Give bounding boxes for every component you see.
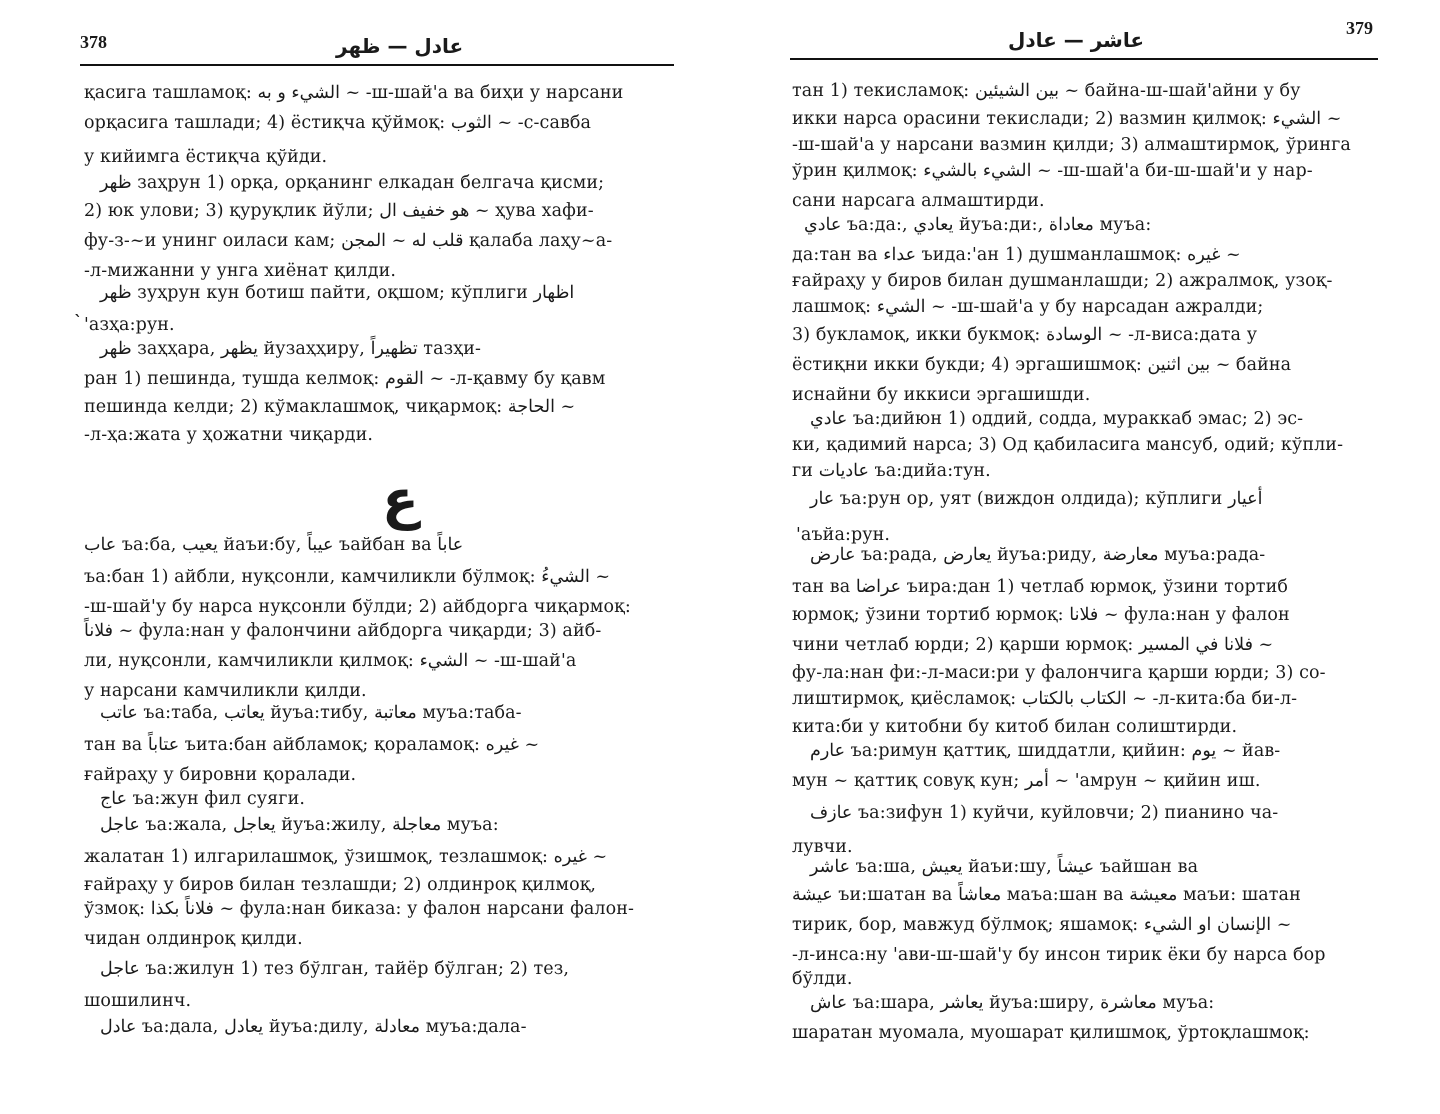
text-line: тан 1) текисламоқ: بين الشيئين ~ байна-ш-шай'айни у бу [792,81,1301,101]
running-head: عاشر — عادل [1008,28,1144,52]
text-line: ғайраҳу у биров билан душманлашди; 2) ажралмоқ, узоқ- [792,271,1333,291]
text-line: ўрин қилмоқ: الشيء بالشيء ~ -ш-шай'а би-ш-шай'и у нар- [792,161,1313,181]
text-line: عاتب ъа:таба, يعاتب йуъа:тибу, معاتبة муъа:таба- [100,703,522,723]
text-line: лашмоқ: الشيء ~ -ш-шай'а у бу нарсадан ажралди; [792,297,1264,317]
text-line: عاجل ъа:жала, يعاجل йуъа:жилу, معاجلة муъа: [100,815,499,835]
text-line: عاشر ъа:ша, يعيش йаъи:шу, عيشاً ъайшан ва [810,857,1199,877]
text-line: чидан олдинроқ қилди. [84,929,303,949]
text-line: عازف ъа:зифун 1) куйчи, куйловчи; 2) пианино ча- [810,803,1279,823]
text-line: ёстиқни икки букди; 4) эргашишмоқ: بين اثنين ~ байна [792,355,1292,375]
text-line: عاجل ъа:жилун 1) тез бўлган, тайёр бўлган; 2) тез, [100,959,570,979]
text-line: ғайраҳу у биров билан тезлашди; 2) олдинроқ қилмоқ, [84,875,597,895]
text-line: عادي ъа:дийюн 1) оддий, содда, мураккаб эмас; 2) эс- [810,409,1304,429]
text-line: сани нарсага алмаштирди. [792,191,1045,211]
text-line: 3) букламоқ, икки букмоқ: الوسادة ~ -л-виса:дата у [792,325,1258,345]
text-line: عارم ъа:римун қаттиқ, шиддатли, қийин: يوم ~ йав- [810,741,1281,761]
text-line: орқасига ташлади; 4) ёстиқча қўймоқ: الثوب ~ -с-савба [84,113,592,133]
text-line: -ш-шай'а у нарсани вазмин қилди; 3) алмаштирмоқ, ўринга [792,135,1351,155]
text-line: عادي ъа:да:, يعادي йуъа:ди:, معاداة муъа: [804,215,1152,235]
text-line: да:тан ва عداء ъида:'ан 1) душманлашмоқ: غيره ~ [792,245,1241,265]
page-number: 379 [1346,18,1373,38]
text-line: икки нарса орасини текислади; 2) вазмин қилмоқ: الشيء ~ [792,109,1342,129]
text-line: ки, қадимий нарса; 3) Од қабиласига мансуб, одий; кўпли- [792,435,1344,455]
text-line: ран 1) пешинда, тушда келмоқ: القوم ~ -л-қавму бу қавм [84,369,606,389]
right-page [720,0,1440,1114]
text-line: -л-мижанни у унга хиёнат қилди. [84,261,397,281]
text-line: عاج ъа:жун фил суяги. [100,789,305,809]
text-line: ўзмоқ: فلاناً بكذا ~ фула:нан биказа: у фалон нарсани фалон- [84,899,635,919]
text-line: ъа:бан 1) айбли, нуқсонли, камчиликли бўлмоқ: الشيءُ ~ [84,567,611,587]
text-line: лиштирмоқ, қиёсламоқ: الكتاب بالكتاب ~ -л-кита:ба би-л- [792,689,1298,709]
text-line: лувчи. [792,837,853,857]
text-line: у кийимга ёстиқча қўйди. [84,147,328,167]
text-line: фу-з-~и унинг оиласи кам; قلب له ~ المجن қалаба лаҳу~а- [84,231,613,251]
text-line: عادل ъа:дала, يعادل йуъа:дилу, معادلة муъа:дала- [100,1017,527,1037]
text-line: тан ва عراضا ъира:дан 1) четлаб юрмоқ, ўзини тортиб [792,577,1288,597]
text-line: чини четлаб юрди; 2) қарши юрмоқ: فلانا في المسير ~ [792,635,1274,655]
section-letter: ع [382,468,419,531]
text-line: ги عاديات ъа:дийа:тун. [792,461,991,481]
text-line: ظهر заҳрун 1) орқа, орқанинг елкадан белгача қисми; [100,173,605,193]
text-line: тирик, бор, мавжуд бўлмоқ; яшамоқ: الإنسان او الشيء ~ [792,915,1292,935]
text-line: 'азҳа:рун. [84,315,175,335]
running-head: عادل — ظهر [336,34,464,58]
text-line: عيشة ъи:шатан ва معاشاً маъа:шан ва معيشة маъи: шатан [792,885,1301,905]
text-line: عاب ъа:ба, يعيب йаъи:бу, عيباً ъайбан ва عاباً [84,535,464,555]
text-line: шаратан муомала, муошарат қилишмоқ, ўртоқлашмоқ: [792,1023,1310,1043]
text-line: 'аъйа:рун. [796,525,891,545]
text-line: ғайраҳу у бировни қоралади. [84,765,357,785]
text-line: қасига ташламоқ: الشيء و به ~ -ш-шай'а ва биҳи у нарсани [84,83,624,103]
text-line: тан ва عتاباً ъита:бан айбламоқ; қораламоқ: غيره ~ [84,735,540,755]
text-line: -л-инса:ну 'ави-ш-шай'у бу инсон тирик ёки бу нарса бор [792,945,1326,965]
text-line: иснайни бу иккиси эргашишди. [792,385,1091,405]
header-rule [80,64,674,66]
text-line: бўлди. [792,969,853,989]
text-line: عاش ъа:шара, يعاشر йуъа:ширу, معاشرة муъа: [810,993,1215,1013]
page-number: 378 [80,32,107,52]
text-line: فلاناً ~ фула:нан у фалончини айбдорга чиқарди; 3) айб- [84,621,602,641]
text-line: عار ъа:рун ор, уят (виждон олдида); кўплиги أعيار [810,489,1263,509]
text-line: ли, нуқсонли, камчиликли қилмоқ: الشيء ~ -ш-шай'а [84,651,577,671]
text-line: юрмоқ; ўзини тортиб юрмоқ: فلانا ~ фула:нан у фалон [792,605,1290,625]
text-line: жалатан 1) илгарилашмоқ, ўзишмоқ, тезлашмоқ: غيره ~ [84,847,608,867]
text-line: -ш-шай'у бу нарса нуқсонли бўлди; 2) айбдорга чиқармоқ: [84,597,631,617]
text-line: кита:би у китобни бу китоб билан солиштирди. [792,717,1238,737]
text-line: عارض ъа:рада, يعارض йуъа:риду, معارضة муъа:рада- [810,545,1266,565]
text-line: 2) юк улови; 3) қуруқлик йўли; هو خفيف ال ~ ҳува хафи- [84,201,594,221]
text-line: ظهر заҳҳара, يظهر йузаҳҳиру, تظهيراً тазҳи- [100,339,481,359]
text-line: пешинда келди; 2) кўмаклашмоқ, чиқармоқ: الحاجة ~ [84,397,576,417]
text-line: у нарсани камчиликли қилди. [84,681,367,701]
text-line: ظهر зуҳрун кун ботиш пайти, оқшом; кўплиги اظهار [100,283,575,303]
header-rule [790,58,1378,60]
text-line: мун ~ қаттиқ совуқ кун; أمر ~ 'амрун ~ қийин иш. [792,771,1261,791]
text-line: шошилинч. [84,991,192,1011]
margin-mark: ` [74,312,82,331]
text-line: -л-ҳа:жата у ҳожатни чиқарди. [84,425,374,445]
text-line: фу-ла:нан фи:-л-маси:ри у фалончига қарши юрди; 3) со- [792,663,1326,683]
